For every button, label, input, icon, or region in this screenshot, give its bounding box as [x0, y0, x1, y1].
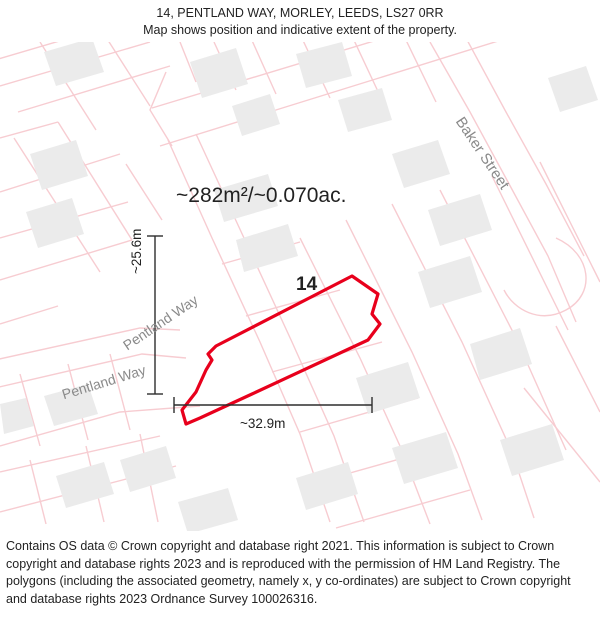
map-footer [0, 531, 600, 625]
page-title: 14, PENTLAND WAY, MORLEY, LEEDS, LS27 0RR [156, 6, 444, 20]
page-header [0, 0, 600, 42]
page-subtitle: Map shows position and indicative extent of the property. [143, 23, 457, 37]
street-label-pentland-way-lower: Pentland Way [60, 361, 148, 403]
street-label-pentland-way-upper: Pentland Way [120, 291, 201, 354]
vertical-dimension-label: ~25.6m [129, 228, 144, 274]
copyright-text: Contains OS data © Crown copyright and database right 2021. This information is subject to Crown copyright and database rights 2023 and is reproduced with the permission of HM Land Registry. The polygons (including the associated geometry, namely x, y co-ordinates) are subject to Crown copyright and database rights 2023 Ordnance Survey 100026316. [6, 539, 571, 606]
street-label-baker-street: Baker Street [451, 114, 513, 193]
area-label: ~282m²/~0.070ac. [176, 184, 347, 207]
horizontal-dimension-label: ~32.9m [240, 416, 286, 431]
plot-number-label: 14 [296, 274, 318, 295]
map-canvas[interactable] [0, 42, 600, 531]
